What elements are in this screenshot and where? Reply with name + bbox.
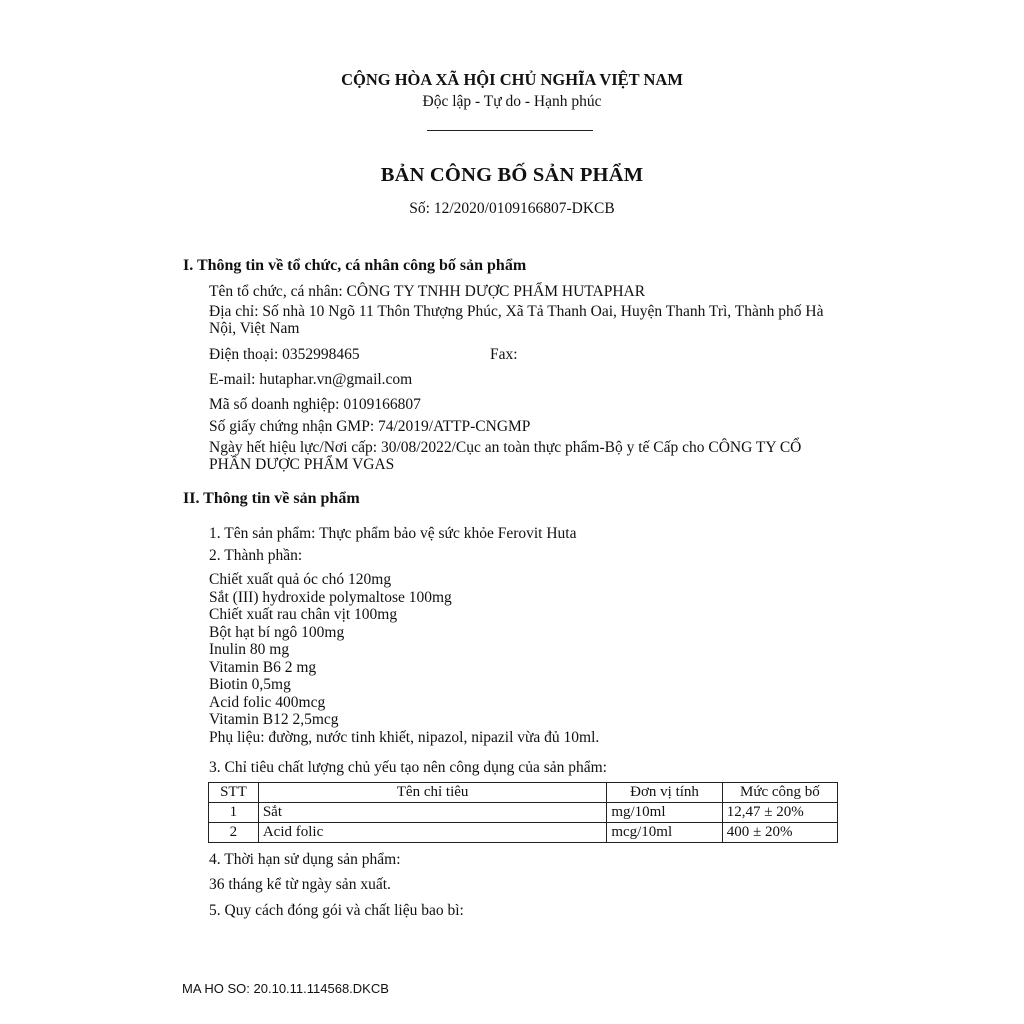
record-code: MA HO SO: 20.10.11.114568.DKCB — [182, 981, 389, 996]
table-header-row — [209, 783, 838, 803]
ingredient-item: Chiết xuất quả óc chó 120mg — [209, 571, 392, 588]
header-divider — [427, 130, 593, 131]
column-header-criteria: Tên chỉ tiêu — [258, 783, 606, 803]
column-header-unit: Đơn vị tính — [607, 783, 722, 803]
product-name: 1. Tên sản phẩm: Thực phẩm bảo vệ sức khỏe Ferovit Huta — [209, 525, 577, 542]
shelf-life-value: 36 tháng kể từ ngày sản xuất. — [209, 876, 391, 893]
packaging-label: 5. Quy cách đóng gói và chất liệu bao bì: — [209, 902, 464, 919]
ingredient-item: Chiết xuất rau chân vịt 100mg — [209, 606, 398, 623]
document-title: BẢN CÔNG BỐ SẢN PHẨM — [380, 164, 644, 186]
section-2-heading: II. Thông tin về sản phẩm — [183, 490, 360, 507]
ingredients-label: 2. Thành phần: — [209, 547, 303, 564]
table-row — [209, 823, 838, 843]
org-phone: Điện thoại: 0352998465 — [209, 346, 360, 363]
org-address: Địa chỉ: Số nhà 10 Ngõ 11 Thôn Thượng Phúc, Xã Tả Thanh Oai, Huyện Thanh Trì, Thành phố Hà Nội, Việt Nam — [209, 303, 824, 337]
excipients-item: Phụ liệu: đường, nước tinh khiết, nipazol, nipazil vừa đủ 10ml. — [209, 728, 600, 746]
column-header-stt: STT — [209, 783, 259, 803]
org-tax-code: Mã số doanh nghiệp: 0109166807 — [209, 396, 421, 413]
org-gmp-cert: Số giấy chứng nhận GMP: 74/2019/ATTP-CNGMP — [209, 418, 531, 435]
shelf-life-label: 4. Thời hạn sử dụng sản phẩm: — [209, 851, 401, 868]
cell-stt: 1 — [209, 803, 259, 823]
ingredient-item: Sắt (III) hydroxide polymaltose 100mg — [209, 588, 452, 606]
cell-unit: mcg/10ml — [607, 823, 722, 843]
ingredients-list — [209, 571, 599, 746]
ingredient-item: Bột hạt bí ngô 100mg — [209, 623, 345, 641]
column-header-declared-level: Mức công bố — [722, 783, 837, 803]
cell-criteria: Acid folic — [258, 823, 606, 843]
ingredient-item: Acid folic 400mcg — [209, 693, 326, 711]
quality-criteria-label: 3. Chỉ tiêu chất lượng chủ yếu tạo nên công dụng của sản phẩm: — [209, 759, 607, 776]
document-number: Số: 12/2020/0109166807-DKCB — [409, 200, 615, 217]
ingredient-item: Vitamin B6 2 mg — [209, 658, 317, 676]
table-row — [209, 803, 838, 823]
national-motto: Độc lập - Tự do - Hạnh phúc — [422, 93, 602, 110]
cell-criteria: Sắt — [258, 803, 606, 823]
section-1-heading: I. Thông tin về tổ chức, cá nhân công bố sản phẩm — [183, 257, 527, 274]
cell-unit: mg/10ml — [607, 803, 722, 823]
ingredient-item: Inulin 80 mg — [209, 641, 290, 658]
cell-stt: 2 — [209, 823, 259, 843]
org-email: E-mail: hutaphar.vn@gmail.com — [209, 371, 413, 388]
ingredient-item: Vitamin B12 2,5mcg — [209, 711, 339, 728]
cell-declared-level: 12,47 ± 20% — [722, 803, 837, 823]
ingredient-item: Biotin 0,5mg — [209, 676, 291, 693]
org-fax: Fax: — [490, 346, 518, 363]
org-name: Tên tổ chức, cá nhân: CÔNG TY TNHH DƯỢC PHẨM HUTAPHAR — [209, 283, 646, 300]
org-cert-expiry: Ngày hết hiệu lực/Nơi cấp: 30/08/2022/Cục an toàn thực phẩm-Bộ y tế Cấp cho CÔNG TY CỔ PHẦN DƯỢC PHẨM VGAS — [209, 439, 802, 473]
national-title: CỘNG HÒA XÃ HỘI CHỦ NGHĨA VIỆT NAM — [341, 70, 683, 89]
cell-declared-level: 400 ± 20% — [722, 823, 837, 843]
quality-criteria-table — [208, 782, 838, 843]
